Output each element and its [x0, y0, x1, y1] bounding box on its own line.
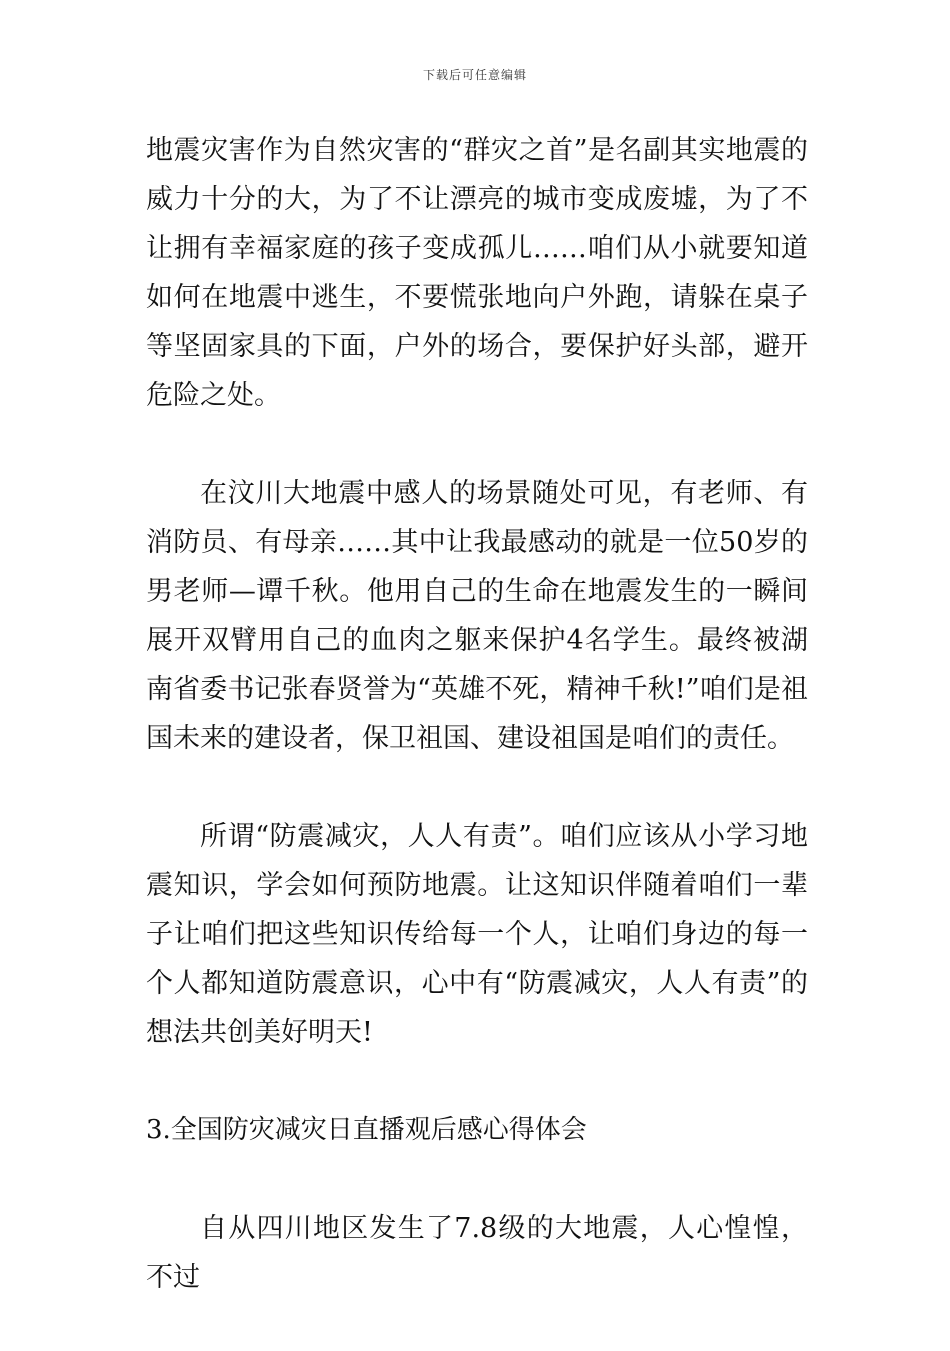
paragraph-wenchuan-story: 在汶川大地震中感人的场景随处可见，有老师、有消防员、有母亲……其中让我最感动的就是一位50岁的男老师—谭千秋。他用自己的生命在地震发生的一瞬间展开双臂用自己的血肉之躯来保护4名学生。最终被湖南省委书记张春贤誉为“英雄不死，精神千秋!”咱们是祖国未来的建设者，保卫祖国、建设祖国是咱们的责任。: [146, 478, 808, 754]
page-header: 下载后可任意编辑: [422, 68, 527, 82]
section-heading: 3.全国防灾减灾日直播观后感心得体会: [146, 1115, 587, 1145]
paragraph-earthquake-danger: 地震灾害作为自然灾害的“群灾之首”是名副其实地震的威力十分的大，为了不让漂亮的城市变成废墟，为了不让拥有幸福家庭的孩子变成孤儿……咱们从小就要知道如何在地震中逃生，不要慌张地向户外跑，请躲在桌子等坚固家具的下面，户外的场合，要保护好头部，避开危险之处。: [146, 135, 808, 411]
paragraph-prevention-duty: 所谓“防震减灾，人人有责”。咱们应该从小学习地震知识，学会如何预防地震。让这知识伴随着咱们一辈子让咱们把这些知识传给每一个人，让咱们身边的每一个人都知道防震意识，心中有“防震减灾，人人有责”的想法共创美好明天!: [146, 821, 808, 1048]
document-body: [146, 126, 808, 1351]
paragraph-sichuan-intro: 自从四川地区发生了7.8级的大地震，人心惶惶，不过: [146, 1213, 808, 1293]
